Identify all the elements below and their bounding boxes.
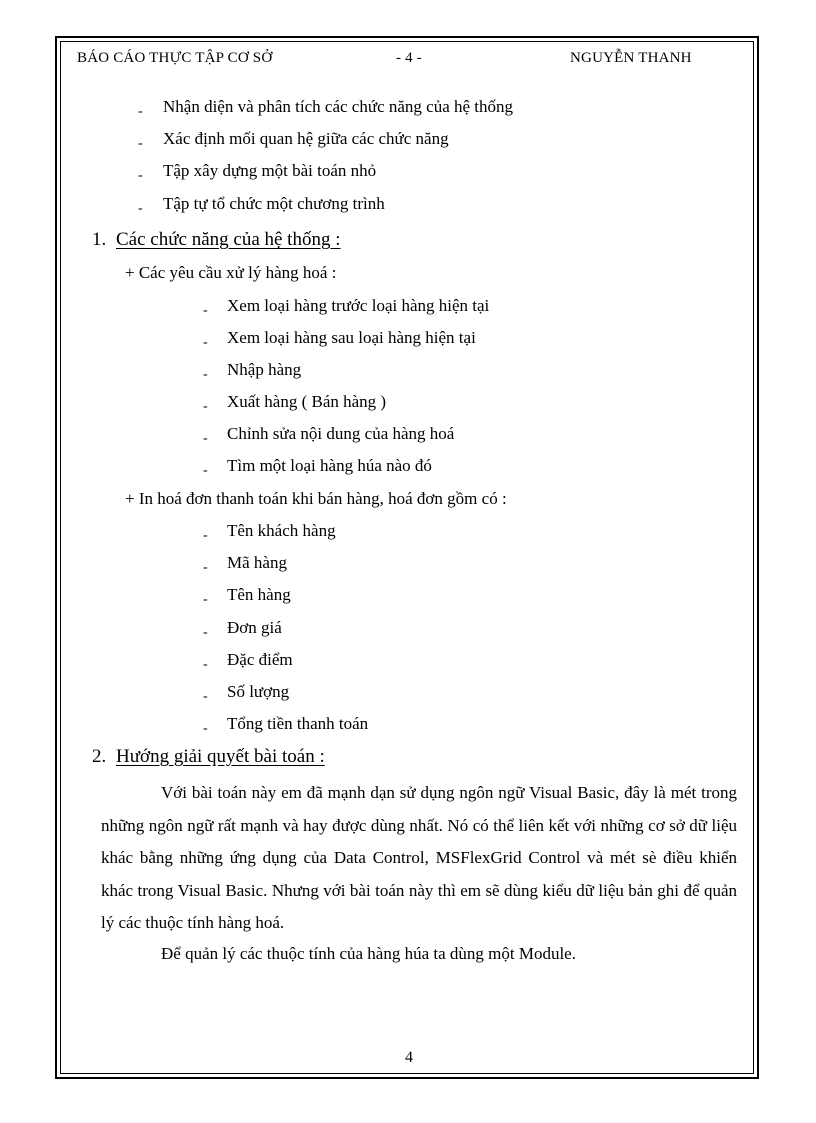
- list-item: Tìm một loại hàng húa nào đó: [227, 456, 432, 475]
- group-1-label: + Các yêu cầu xử lý hàng hoá :: [125, 263, 337, 282]
- header-author: NGUYỄN THANH: [570, 50, 692, 66]
- footer-page-number: 4: [405, 1049, 413, 1066]
- list-item: Nhập hàng: [227, 360, 302, 379]
- section-1-title: Các chức năng của hệ thống :: [116, 229, 341, 250]
- header-page-number: - 4 -: [396, 50, 422, 66]
- paragraph-text: Với bài toán này em đã mạnh dạn sử dụng ngôn ngữ Visual Basic, đây là mét trong những ngôn ngữ rất mạnh và hay được dùng nhất. Nó có thể liên kết với những cơ sở dữ liệu khác bằng những ứng dụng của Data Control, MSFlexGrid Control và mét sè điều khiển khác trong Visual Basic. Nhưng với bài toán này thì em sẽ dùng kiểu dữ liệu bản ghi để quản lý các thuộc tính hàng hoá.: [101, 783, 737, 932]
- bullet-marker: -: [203, 399, 208, 414]
- list-item: Xem loại hàng sau loại hàng hiện tại: [227, 328, 476, 347]
- bullet-marker: -: [203, 463, 208, 478]
- list-item: Mã hàng: [227, 553, 287, 572]
- bullet-marker: -: [203, 657, 208, 672]
- list-item: Nhận diện và phân tích các chức năng của hệ thống: [163, 97, 514, 116]
- list-item: Đơn giá: [227, 618, 282, 637]
- bullet-marker: -: [203, 335, 208, 350]
- bullet-marker: -: [203, 303, 208, 318]
- section-1-heading: [92, 229, 341, 251]
- bullet-marker: -: [203, 528, 208, 543]
- bullet-marker: -: [203, 431, 208, 446]
- section-2-heading: [92, 746, 325, 768]
- bullet-marker: -: [138, 168, 143, 183]
- bullet-marker: -: [203, 367, 208, 382]
- list-item: Tên hàng: [227, 585, 291, 604]
- bullet-marker: -: [203, 721, 208, 736]
- section-2-title: Hướng giải quyết bài toán :: [116, 746, 325, 767]
- bullet-marker: -: [138, 104, 143, 119]
- list-item: Tên khách hàng: [227, 521, 336, 540]
- bullet-marker: -: [203, 592, 208, 607]
- bullet-marker: -: [138, 201, 143, 216]
- header-report-title: BÁO CÁO THỰC TẬP CƠ SỞ: [77, 50, 273, 66]
- section-2-number: 2.: [92, 746, 107, 767]
- body-paragraph: [101, 938, 737, 971]
- bullet-marker: -: [203, 625, 208, 640]
- list-item: Đặc điểm: [227, 650, 293, 669]
- list-item: Tổng tiền thanh toán: [227, 714, 369, 733]
- paragraph-text: Để quản lý các thuộc tính của hàng húa ta dùng một Module.: [161, 944, 576, 963]
- list-item: Số lượng: [227, 682, 290, 701]
- list-item: Xuất hàng ( Bán hàng ): [227, 392, 387, 411]
- section-1-number: 1.: [92, 229, 107, 250]
- body-paragraph: [101, 777, 737, 940]
- bullet-marker: -: [203, 560, 208, 575]
- bullet-marker: -: [138, 136, 143, 151]
- list-item: Chỉnh sửa nội dung của hàng hoá: [227, 424, 455, 443]
- list-item: Tập tự tổ chức một chương trình: [163, 194, 385, 213]
- group-2-label: + In hoá đơn thanh toán khi bán hàng, hoá đơn gồm có :: [125, 489, 507, 508]
- list-item: Xác định mối quan hệ giữa các chức năng: [163, 129, 449, 148]
- bullet-marker: -: [203, 689, 208, 704]
- list-item: Tập xây dựng một bài toán nhỏ: [163, 161, 377, 180]
- list-item: Xem loại hàng trước loại hàng hiện tại: [227, 296, 490, 315]
